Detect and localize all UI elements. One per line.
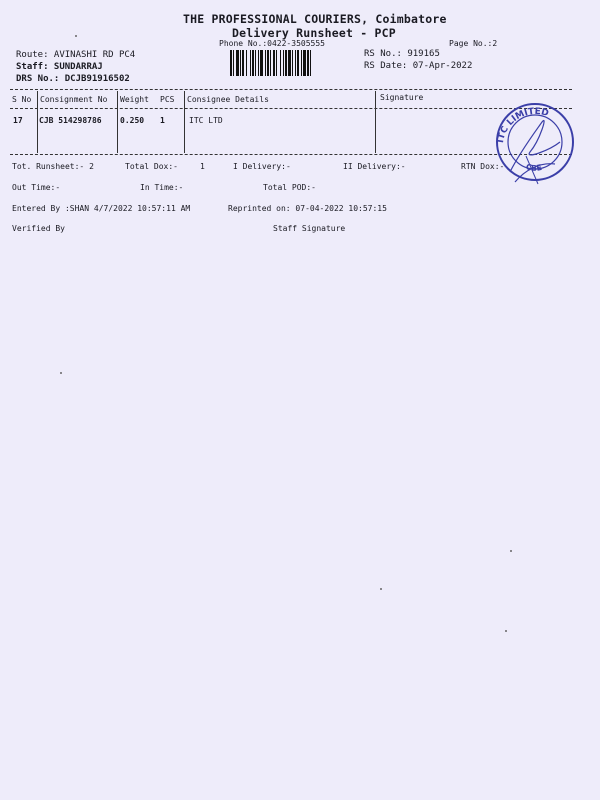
scan-speck (380, 588, 382, 590)
document-title: Delivery Runsheet - PCP (232, 26, 396, 40)
column-separator (37, 91, 38, 153)
header-weight: Weight (120, 95, 149, 104)
total-runsheet: Tot. Runsheet:- 2 (12, 162, 94, 171)
column-separator (375, 91, 376, 153)
stamp-bottom-text: CBE (524, 162, 543, 173)
route-label: Route: AVINASHI RD PC4 (16, 50, 136, 60)
first-delivery: I Delivery:- (233, 162, 291, 171)
row-sno: 17 (13, 116, 23, 125)
out-time: Out Time:- (12, 183, 61, 192)
row-pcs: 1 (160, 116, 165, 125)
stamp-ring-text: ITC LIMITED (495, 106, 550, 144)
header-pcs: PCS (160, 95, 175, 104)
column-separator (184, 91, 185, 153)
barcode (230, 50, 336, 76)
barcode-bar (311, 50, 313, 76)
row-consignment-no: CJB 514298786 (39, 116, 102, 125)
staff-signature-label: Staff Signature (273, 224, 346, 233)
header-sno: S No (12, 95, 32, 104)
total-pod: Total POD:- (263, 183, 316, 192)
second-delivery: II Delivery:- (343, 162, 406, 171)
header-consignment-no: Consignment No (40, 95, 108, 104)
staff-label: Staff: SUNDARRAJ (16, 62, 103, 72)
in-time: In Time:- (140, 183, 184, 192)
reprinted-on: Reprinted on: 07-04-2022 10:57:15 (228, 204, 387, 213)
rtn-dox: RTN Dox:- (461, 162, 505, 171)
company-stamp (480, 92, 590, 202)
scan-speck (505, 630, 507, 632)
total-dox-value: 1 (200, 162, 205, 171)
header-consignee-details: Consignee Details (187, 95, 269, 104)
rs-number: RS No.: 919165 (364, 49, 440, 59)
scan-speck (75, 35, 77, 37)
divider-top (10, 89, 572, 90)
scan-speck (60, 372, 62, 374)
entered-by: Entered By :SHAN 4/7/2022 10:57:11 AM (12, 204, 191, 213)
page-number: Page No.:2 (449, 39, 498, 48)
phone-number: Phone No.:0422-3505555 (219, 39, 325, 48)
row-consignee: ITC LTD (189, 116, 223, 125)
company-title: THE PROFESSIONAL COURIERS, Coimbatore (183, 12, 447, 26)
scan-speck (510, 550, 512, 552)
total-dox-label: Total Dox:- (125, 162, 178, 171)
verified-by: Verified By (12, 224, 65, 233)
column-separator (117, 91, 118, 153)
rs-date: RS Date: 07-Apr-2022 (364, 61, 473, 71)
row-weight: 0.250 (120, 116, 145, 125)
drs-number: DRS No.: DCJB91916502 (16, 74, 130, 84)
header-signature: Signature (380, 93, 424, 102)
